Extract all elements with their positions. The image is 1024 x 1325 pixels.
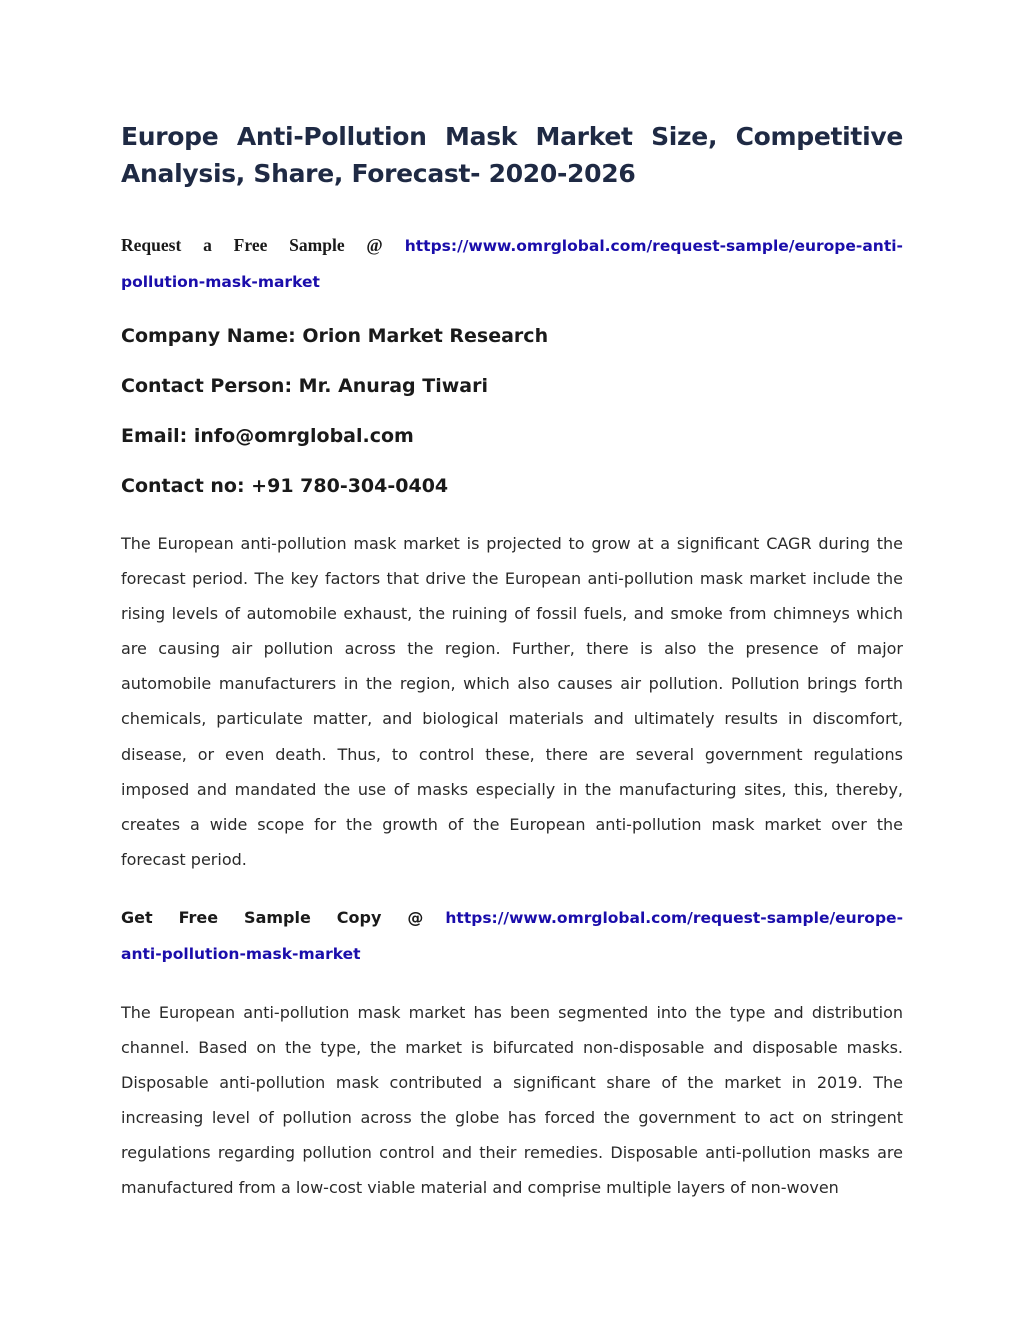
contact-person: Contact Person: Mr. Anurag Tiwari <box>121 375 488 397</box>
document-title-line-1: Europe Anti-Pollution Mask Market Size, Competitive <box>121 122 903 151</box>
request-sample-label: Request a Free Sample @ <box>121 235 383 255</box>
document-title-line-2: Analysis, Share, Forecast- 2020-2026 <box>121 159 636 188</box>
company-name: Company Name: Orion Market Research <box>121 325 549 347</box>
get-sample-copy-line <box>121 900 903 972</box>
body-paragraph-2: The European anti-pollution mask market has been segmented into the type and distribution channel. Based on the type, the market is bifurcated non-disposable and disposable masks. Disposable anti-pollution mask contributed a significant share of the market in 2019. The increasing level of pollution across the globe has forced the government to act on stringent regulations regarding pollution control and their remedies. Disposable anti-pollution masks are manufactured from a low-cost viable material and comprise multiple layers of non-woven <box>121 1002 903 1198</box>
get-sample-copy-label: Get Free Sample Copy @ <box>121 907 424 927</box>
get-sample-copy-link[interactable]: https://www.omrglobal.com/request-sample/europe-anti-pollution-mask-market <box>121 908 903 963</box>
contact-email: Email: info@omrglobal.com <box>121 425 414 447</box>
body-paragraph-1: The European anti-pollution mask market is projected to grow at a significant CAGR during the forecast period. The key factors that drive the European anti-pollution mask market include the rising levels of automobile exhaust, the ruining of fossil fuels, and smoke from chimneys which are causing air pollution across the region. Further, there is also the presence of major automobile manufacturers in the region, which also causes air pollution. Pollution brings forth chemicals, particulate matter, and biological materials and ultimately results in discomfort, disease, or even death. Thus, to control these, there are several government regulations imposed and mandated the use of masks especially in the manufacturing sites, this, thereby, creates a wide scope for the growth of the European anti-pollution mask market over the forecast period. <box>121 534 903 869</box>
document-title <box>121 118 903 192</box>
document-page <box>121 118 903 1206</box>
contact-number: Contact no: +91 780-304-0404 <box>121 475 449 497</box>
request-sample-line <box>121 228 903 300</box>
request-sample-link[interactable]: https://www.omrglobal.com/request-sample/europe-anti-pollution-mask-market <box>121 237 903 291</box>
